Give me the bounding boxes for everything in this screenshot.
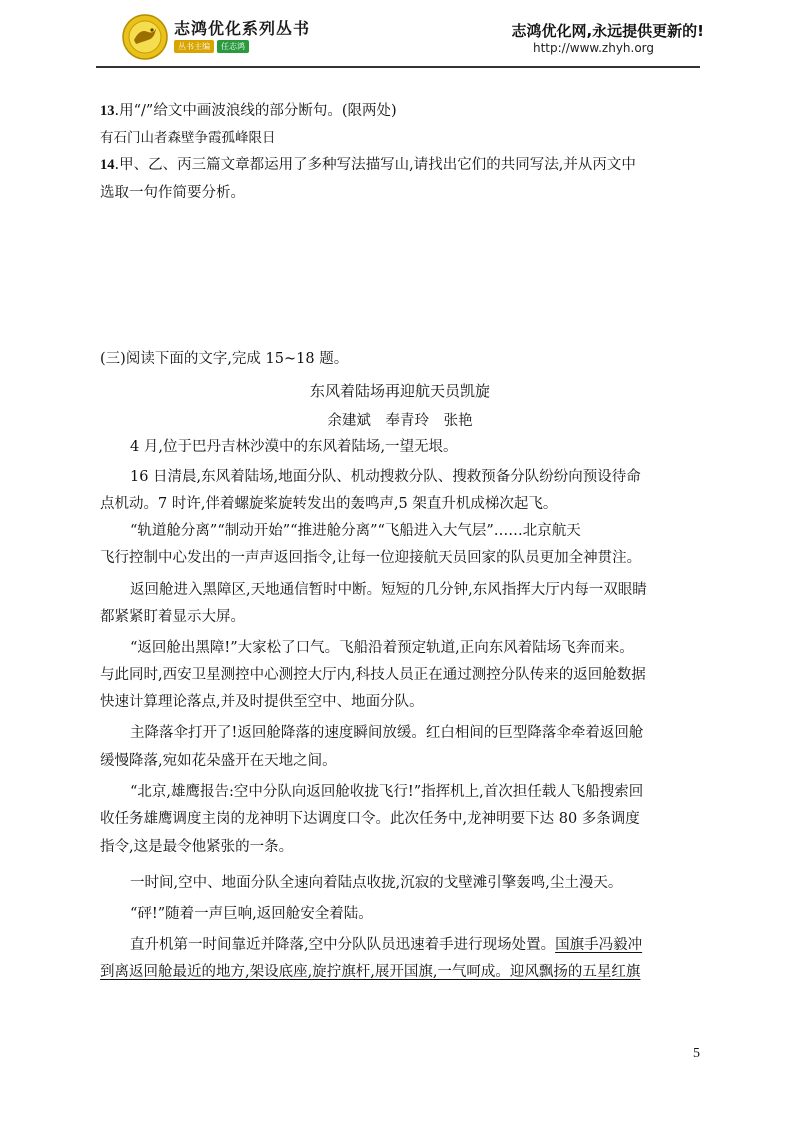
paragraph-line: 一时间,空中、地面分队全速向着陆点收拢,沉寂的戈壁滩引擎轰鸣,尘土漫天。 bbox=[130, 875, 623, 891]
paragraph-line: 点机动。7 时许,伴着螺旋桨旋转发出的轰鸣声,5 架直升机成梯次起飞。 bbox=[100, 496, 558, 512]
editor-name-tag: 任志鸿 bbox=[217, 40, 249, 53]
question-number: 13 bbox=[100, 103, 115, 119]
question-14 bbox=[100, 155, 636, 175]
paragraph-text: 直升机第一时间靠近并降落,空中分队队员迅速着手进行现场处置。 bbox=[130, 937, 556, 953]
paragraph-line: 与此同时,西安卫星测控中心测控大厅内,科技人员正在通过测控分队传来的返回舱数据 bbox=[100, 667, 646, 683]
article-title: 东风着陆场再迎航天员凯旋 bbox=[309, 382, 490, 400]
site-url[interactable]: http://www.zhyh.org bbox=[533, 41, 655, 55]
paragraph-line: 快速计算理论落点,并及时提供至空中、地面分队。 bbox=[100, 694, 424, 710]
question-13 bbox=[100, 101, 397, 121]
paragraph-line: 指令,这是最令他紧张的一条。 bbox=[100, 839, 294, 855]
question-text: .用“/”给文中画波浪线的部分断句。(限两处) bbox=[114, 103, 397, 119]
underlined-text: 到离返回舱最近的地方,架设底座,旋拧旗杆,展开国旗,一气呵成。迎风飘扬的五星红旗 bbox=[100, 964, 641, 980]
paragraph-line bbox=[130, 935, 642, 955]
article-authors: 余建斌 奉青玲 张艳 bbox=[327, 413, 473, 429]
paragraph-line bbox=[100, 962, 640, 982]
site-slogan: 志鸿优化网,永远提供更新的! bbox=[511, 22, 704, 40]
question-14-continued: 选取一句作简要分析。 bbox=[100, 185, 245, 201]
editor-tag: 丛书主编 bbox=[174, 40, 214, 53]
paragraph-line: 返回舱进入黑障区,天地通信暂时中断。短短的几分钟,东风指挥大厅内每一双眼睛 bbox=[130, 582, 647, 598]
brand-tags bbox=[174, 40, 249, 53]
question-13-sentence: 有石门山者森壁争霞孤峰限日 bbox=[100, 130, 276, 146]
question-number: 14 bbox=[100, 157, 115, 173]
header-divider bbox=[96, 66, 700, 68]
paragraph-line: 缓慢降落,宛如花朵盛开在天地之间。 bbox=[100, 753, 337, 769]
underlined-text: 国旗手冯毅冲 bbox=[555, 937, 643, 953]
brand-title: 志鸿优化系列丛书 bbox=[174, 19, 311, 38]
page-header bbox=[0, 0, 800, 70]
paragraph-line: 收任务雄鹰调度主岗的龙神明下达调度口令。此次任务中,龙神明要下达 80 多条调度 bbox=[100, 811, 640, 827]
question-text: .甲、乙、丙三篇文章都运用了多种写法描写山,请找出它们的共同写法,并从丙文中 bbox=[114, 157, 636, 173]
paragraph-line: 4 月,位于巴丹吉林沙漠中的东风着陆场,一望无垠。 bbox=[130, 439, 458, 455]
paragraph-line: “轨道舱分离”“制动开始”“推进舱分离”“飞船进入大气层”……北京航天 bbox=[130, 523, 581, 539]
paragraph-line: “北京,雄鹰报告:空中分队向返回舱收拢飞行!”指挥机上,首次担任载人飞船搜索回 bbox=[130, 784, 644, 800]
section-intro: (三)阅读下面的文字,完成 15~18 题。 bbox=[100, 351, 349, 367]
paragraph-line: 主降落伞打开了!返回舱降落的速度瞬间放缓。红白相间的巨型降落伞牵着返回舱 bbox=[130, 725, 644, 741]
brand-logo-icon bbox=[122, 14, 168, 60]
page-number: 5 bbox=[693, 1046, 700, 1061]
paragraph-line: “砰!”随着一声巨响,返回舱安全着陆。 bbox=[130, 906, 373, 922]
paragraph-line: 都紧紧盯着显示大屏。 bbox=[100, 609, 245, 625]
paragraph-line: 16 日清晨,东风着陆场,地面分队、机动搜救分队、搜救预备分队纷纷向预设待命 bbox=[130, 469, 641, 485]
paragraph-line: “返回舱出黑障!”大家松了口气。飞船沿着预定轨道,正向东风着陆场飞奔而来。 bbox=[130, 640, 634, 656]
paragraph-line: 飞行控制中心发出的一声声返回指令,让每一位迎接航天员回家的队员更加全神贯注。 bbox=[100, 550, 642, 566]
